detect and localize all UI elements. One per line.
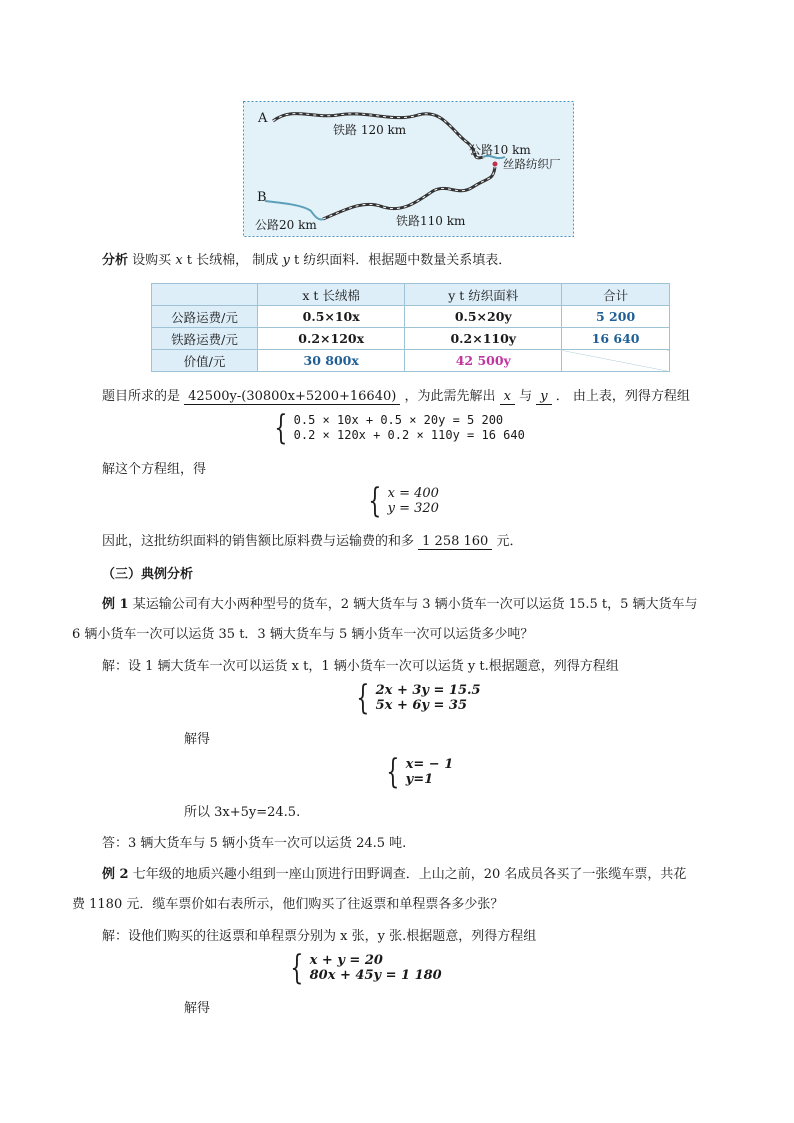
row-label: 铁路运费/元 [152,328,258,350]
analysis-line [102,249,511,268]
example-1-text-1: 某运输公司有大小两种型号的货车，2 辆大货车与 3 辆小货车一次可以运货 15.5 t，5 辆大货车与 [132,597,698,612]
point-b-label: B [257,190,267,205]
table-header-row [152,284,670,306]
solution-eq-2: y = 320 [387,501,439,516]
table-cell: 30 800x [258,350,405,372]
brace-glyph: { [274,408,288,448]
example-2-system [286,948,442,988]
factory-label: 丝路纺织厂 [503,157,561,171]
example-2-solution-intro: 解：设他们购买的往返票和单程票分别为 x 张，y 张.根据题意，列得方程组 [102,929,537,944]
table-cell: 16 640 [562,328,670,350]
analysis-var-x: x [175,253,183,268]
solution-system-1 [364,481,439,521]
analysis-text-2: t 长绒棉， 制成 [186,253,279,268]
analysis-text-3: t 纺织面料．根据题中数量关系填表． [293,253,512,268]
section-title: （三）典例分析 [102,567,194,582]
example-2-line-2: 费 1180 元．缆车票价如右表所示，他们购买了往返票和单程票各多少张？ [72,897,504,912]
table-header-cell: 合计 [562,284,670,306]
question-blank-3: y [536,389,551,405]
example-2-line-1 [102,863,686,882]
question-prefix: 题目所求的是 [102,389,181,404]
table-row [152,306,670,328]
question-line [102,385,690,404]
table-row [152,350,670,372]
example-2-eq-2: 80x + 45y = 1 180 [309,968,442,983]
table-cell: 42 500y [405,350,562,372]
example-1-line-2: 6 辆小货车一次可以运货 35 t．3 辆大货车与 5 辆小货车一次可以运货多少吨？ [72,627,534,642]
factory-dot [493,162,498,167]
question-suffix: ． 由上表，列得方程组 [555,389,690,404]
example-2-label: 例 2 [102,867,129,882]
example-1-eq-2: 5x + 6y = 35 [375,698,468,713]
conclusion-line [102,530,522,549]
example-2-eq-1: x + y = 20 [309,953,383,968]
example-1-sol-1: x= − 1 [405,757,454,772]
table-cell: 0.5×10x [258,306,405,328]
equation-1: 0.5 × 10x + 0.5 × 20y = 5 200 [293,413,504,427]
analysis-text-1: 设购买 [132,253,172,268]
question-blank-1: 42500y-(30800x+5200+16640) [184,389,400,405]
example-2-text-1: 七年级的地质兴趣小组到一座山顶进行田野调查．上山之前，20 名成员各买了一张缆车票，共花 [132,867,687,882]
table-cell: 5 200 [562,306,670,328]
solution-eq-1: x = 400 [387,486,439,501]
example-1-eq-1: 2x + 3y = 15.5 [375,683,481,698]
analysis-label: 分析 [102,253,129,268]
example-1-solution-intro: 解：设 1 辆大货车一次可以运货 x t，1 辆小货车一次可以运货 y t.根据题意，列得方程组 [102,659,619,674]
example-1-solve-label: 解得 [184,732,211,747]
table-header-cell [152,284,258,306]
point-a-label: A [258,111,268,126]
table-cell: 0.2×120x [258,328,405,350]
example-1-label: 例 1 [102,597,129,612]
example-1-system [352,678,481,718]
table-row [152,328,670,350]
brace-glyph: { [368,481,382,521]
example-1-solution [382,752,454,792]
bottom-rail-label: 铁路110 km [396,214,466,228]
question-blank-2: x [500,389,515,405]
solve-text: 解这个方程组，得 [102,462,207,477]
brace-glyph: { [386,752,400,792]
bottom-road-label: 公路20 km [255,218,317,232]
table-header-cell: y t 纺织面料 [405,284,562,306]
example-1-sol-2: y=1 [405,772,434,787]
analysis-var-y: y [282,253,290,268]
data-table [151,283,670,372]
top-rail-label: 铁路 120 km [333,123,407,137]
example-1-answer: 答：3 辆大货车与 5 辆小货车一次可以运货 24.5 吨. [102,836,407,851]
route-map [243,101,574,237]
example-2-solve-label: 解得 [184,1001,211,1016]
brace-glyph: { [290,948,304,988]
example-1-line-1 [102,593,698,612]
equation-system-1 [270,408,525,448]
example-1-so-line: 所以 3x+5y=24.5. [184,805,301,820]
table-cell-diagonal [562,350,670,372]
question-mid-2: 与 [519,389,533,404]
row-label: 价值/元 [152,350,258,372]
table-cell: 0.5×20y [405,306,562,328]
right-road-label: 公路10 km [469,143,531,157]
table-header-cell: x t 长绒棉 [258,284,405,306]
equation-2: 0.2 × 120x + 0.2 × 110y = 16 640 [293,428,525,442]
conclusion-blank: 1 258 160 [418,534,492,550]
conclusion-suffix: 元． [496,534,523,549]
brace-glyph: { [356,678,370,718]
row-label: 公路运费/元 [152,306,258,328]
question-mid-1: ，为此需先解出 [404,389,496,404]
conclusion-prefix: 因此，这批纺织面料的销售额比原料费与运输费的和多 [102,534,415,549]
table-cell: 0.2×110y [405,328,562,350]
